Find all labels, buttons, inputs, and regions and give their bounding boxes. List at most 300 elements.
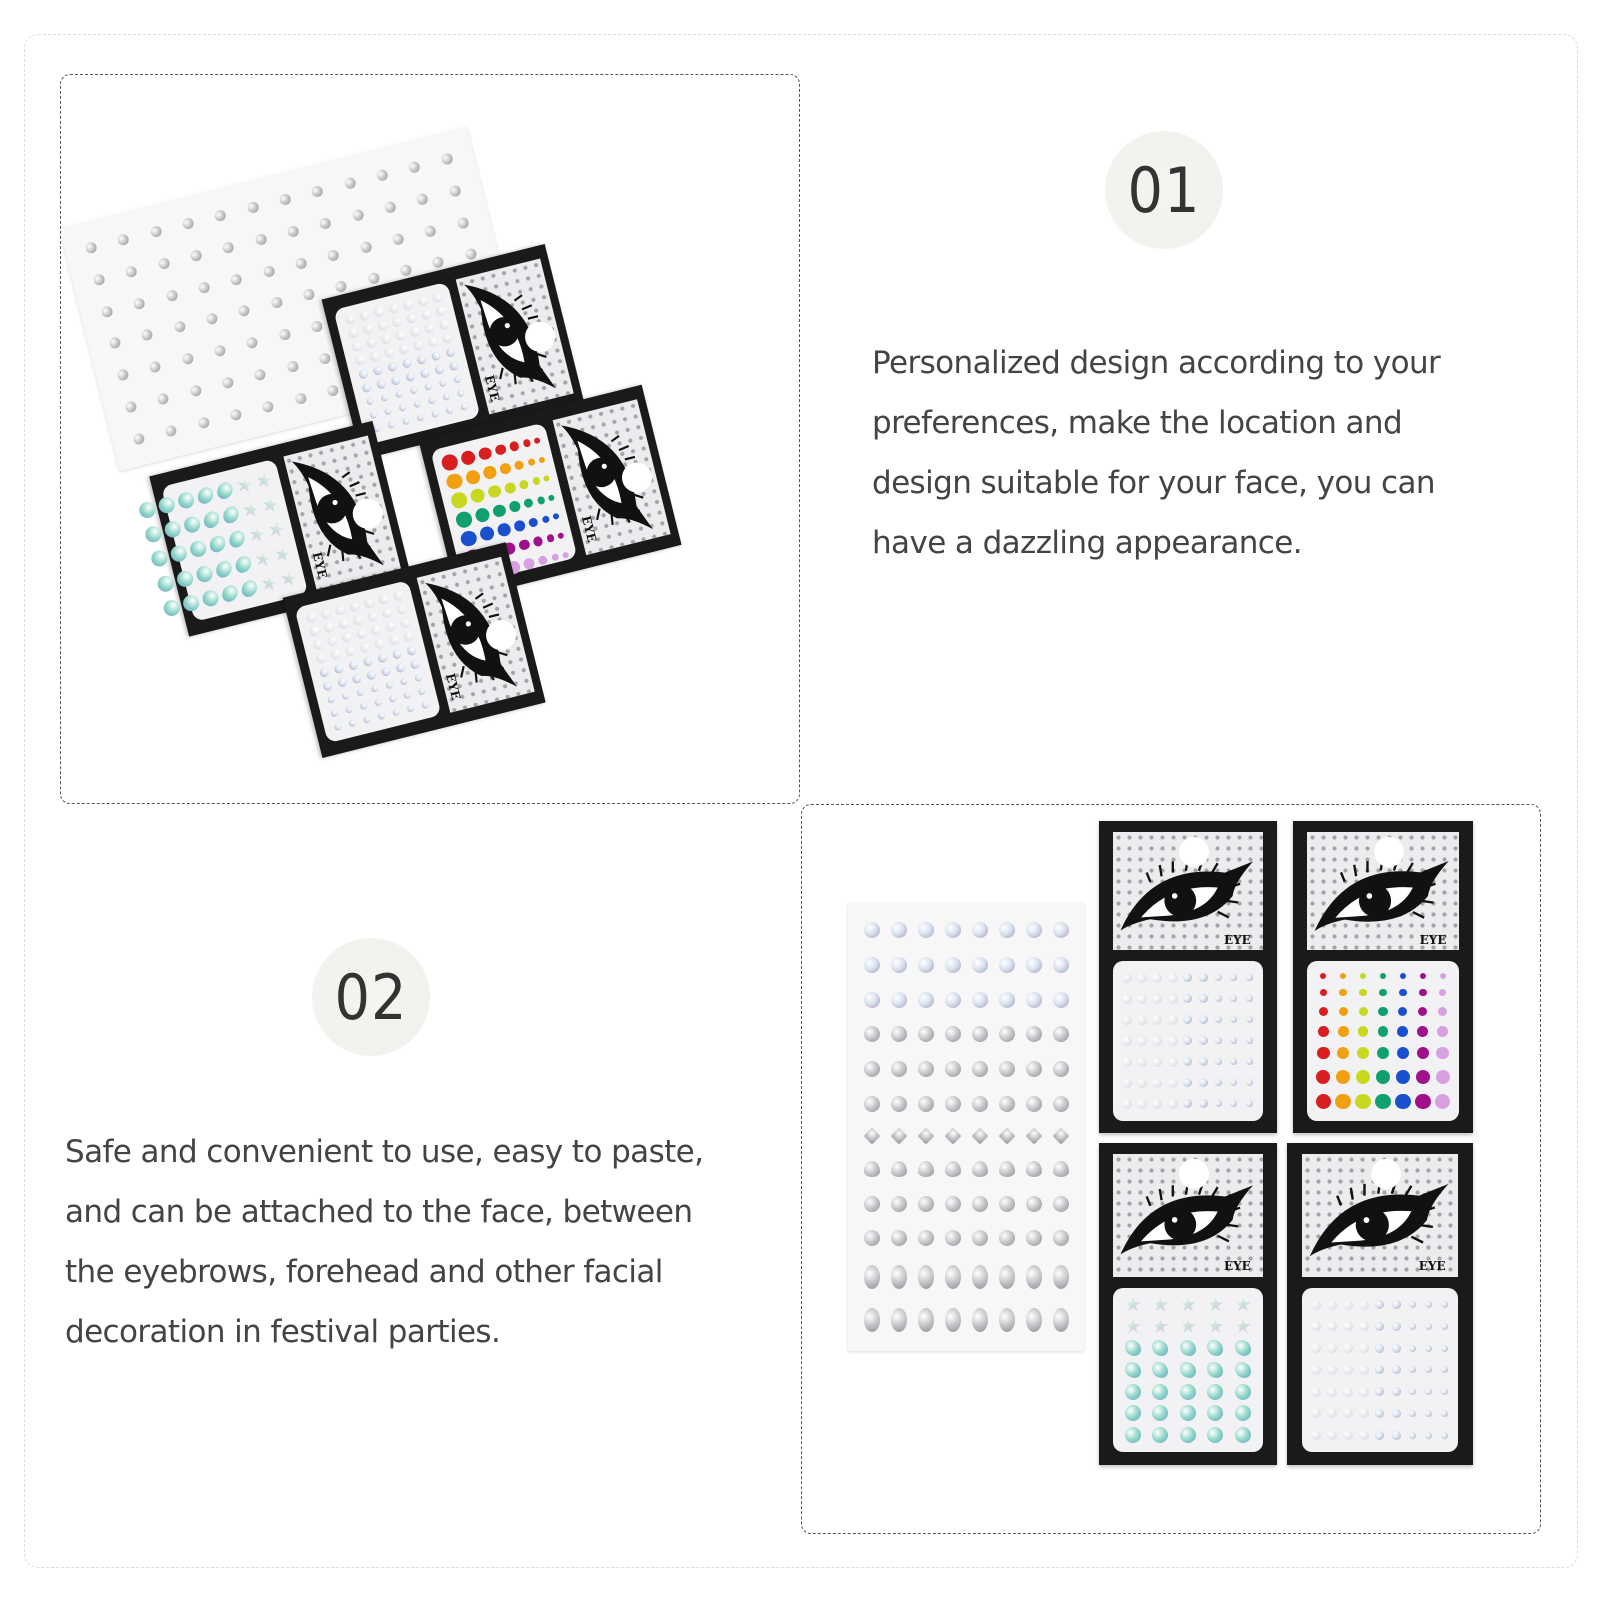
rhinestone-gem — [1343, 1408, 1353, 1418]
rhinestone-gem — [406, 313, 418, 325]
rhinestone-gem — [1441, 1432, 1448, 1439]
rhinestone-gem — [331, 709, 339, 717]
rhinestone-gem — [1356, 1070, 1370, 1084]
rhinestone-gem — [864, 1265, 880, 1289]
rhinestone-gem — [1409, 1301, 1416, 1308]
rhinestone-gem — [1316, 1094, 1332, 1110]
rhinestone-gem — [440, 152, 453, 165]
rhinestone-gem — [1343, 1365, 1353, 1375]
rhinestone-gem — [492, 503, 507, 518]
description-line: have a dazzling appearance. — [872, 525, 1302, 561]
rhinestone-gem — [1152, 1036, 1162, 1046]
rhinestone-gem — [1026, 1308, 1042, 1332]
rhinestone-gem — [278, 328, 291, 341]
rhinestone-gem — [1235, 1318, 1251, 1334]
rhinestone-gem — [543, 475, 550, 482]
rhinestone-gem — [1122, 1036, 1132, 1046]
rhinestone-gem — [402, 299, 414, 311]
rhinestone-gem — [891, 1096, 907, 1112]
rhinestone-gem — [1125, 1405, 1141, 1421]
rhinestone-gem — [229, 408, 242, 421]
rhinestone-gem — [352, 614, 364, 626]
rhinestone-gem — [1026, 1161, 1042, 1177]
rhinestone-gem — [864, 992, 880, 1008]
rhinestone-gem — [338, 618, 350, 630]
rhinestone-gem — [359, 240, 372, 253]
rhinestone-gem — [391, 375, 402, 386]
rhinestone-gem — [1375, 1431, 1384, 1440]
rhinestone-gem — [431, 350, 442, 361]
rhinestone-gem — [1230, 1100, 1237, 1107]
rhinestone-gem — [1235, 1297, 1251, 1313]
rhinestone-gem — [176, 569, 195, 588]
rhinestone-gem — [392, 649, 403, 660]
rhinestone-gem — [891, 922, 907, 938]
rhinestone-gem — [295, 256, 308, 269]
rhinestone-gem — [1053, 1061, 1069, 1077]
rhinestone-gem — [386, 681, 394, 689]
rhinestone-gem — [1359, 1343, 1369, 1353]
rhinestone-gem — [1375, 1344, 1384, 1353]
rhinestone-gem — [1337, 1047, 1349, 1059]
rhinestone-gem — [383, 347, 395, 359]
rhinestone-gem — [373, 306, 385, 318]
rhinestone-gem — [392, 590, 404, 602]
rhinestone-gem — [348, 660, 359, 671]
rhinestone-gem — [1318, 1026, 1329, 1037]
rhinestone-gem — [149, 360, 162, 373]
rhinestone-gem — [308, 625, 320, 637]
rhinestone-gem — [1168, 994, 1178, 1004]
rhinestone-gem — [1137, 1078, 1147, 1088]
rhinestone-gem — [221, 376, 234, 389]
rhinestone-gem — [1246, 995, 1253, 1002]
rhinestone-gem — [349, 601, 361, 613]
rhinestone-gem — [1392, 1322, 1401, 1331]
rhinestone-gem — [1183, 1057, 1192, 1066]
rhinestone-gem — [279, 569, 298, 588]
rhinestone-gem — [1235, 1427, 1251, 1443]
rhinestone-gem — [1311, 1300, 1321, 1310]
rhinestone-gem — [177, 490, 196, 509]
rhinestone-gem — [388, 421, 396, 429]
rhinestone-gem — [323, 622, 335, 634]
rhinestone-gem — [999, 957, 1015, 973]
rhinestone-gem — [518, 479, 529, 490]
rhinestone-gem — [972, 992, 988, 1008]
rhinestone-gem — [323, 681, 334, 692]
sticker-card-rainbow — [1293, 821, 1473, 1133]
rhinestone-gem — [1168, 973, 1178, 983]
rhinestone-gem — [356, 688, 364, 696]
rhinestone-gem — [972, 1061, 988, 1077]
rhinestone-gem — [190, 249, 203, 262]
rhinestone-gem — [891, 1161, 907, 1177]
rhinestone-gem — [1207, 1362, 1223, 1378]
rhinestone-gem — [1438, 1007, 1447, 1016]
rhinestone-gem — [395, 330, 407, 342]
rhinestone-gem — [1377, 1047, 1389, 1059]
rhinestone-gem — [1122, 1015, 1132, 1025]
rhinestone-gem — [354, 354, 366, 366]
rhinestone-gem — [1359, 1365, 1369, 1375]
hang-hole — [1371, 1159, 1401, 1189]
rhinestone-gem — [1336, 1070, 1350, 1084]
rhinestone-gem — [351, 208, 364, 221]
rhinestone-gem — [1425, 1432, 1432, 1439]
rhinestone-gem — [183, 515, 202, 534]
rhinestone-gem — [1125, 1362, 1141, 1378]
rhinestone-gem — [1392, 1365, 1401, 1374]
rhinestone-gem — [427, 336, 439, 348]
rhinestone-gem — [400, 677, 408, 685]
rhinestone-gem — [420, 368, 431, 379]
rhinestone-gem — [326, 384, 339, 397]
rhinestone-gem — [1230, 1016, 1237, 1023]
rhinestone-gem — [945, 1061, 961, 1077]
rhinestone-gem — [1379, 989, 1387, 997]
rhinestone-gem — [1375, 1409, 1384, 1418]
rhinestone-gem — [389, 695, 397, 703]
rhinestone-gem — [356, 628, 368, 640]
rhinestone-gem — [1199, 1078, 1208, 1087]
rhinestone-gem — [944, 1128, 961, 1145]
rhinestone-gem — [945, 992, 961, 1008]
rhinestone-gem — [442, 333, 454, 345]
rhinestone-gem — [409, 326, 421, 338]
rhinestone-gem — [337, 677, 348, 688]
rhinestone-gem — [1355, 1094, 1371, 1110]
rhinestone-gem — [508, 500, 521, 513]
rhinestone-gem — [891, 1061, 907, 1077]
rhinestone-gem — [999, 992, 1015, 1008]
rhinestone-gem — [1053, 1161, 1069, 1177]
rhinestone-gem — [1215, 1037, 1222, 1044]
eye-brand-label: EYE — [1223, 932, 1251, 947]
rhinestone-gem — [918, 1265, 934, 1289]
rhinestone-gem — [864, 922, 880, 938]
rhinestone-gem — [541, 515, 550, 524]
rhinestone-gem — [1235, 1405, 1251, 1421]
rhinestone-gem — [1199, 1099, 1208, 1108]
rhinestone-gem — [173, 320, 186, 333]
description-line: Safe and convenient to use, easy to paste, — [65, 1134, 704, 1170]
rhinestone-gem — [376, 168, 389, 181]
rhinestone-gem — [363, 597, 375, 609]
rhinestone-gem — [1207, 1318, 1223, 1334]
gem-panel — [334, 282, 481, 445]
rhinestone-gem — [374, 698, 382, 706]
rhinestone-gem — [434, 364, 445, 375]
rhinestone-gem — [518, 538, 531, 551]
rhinestone-gem — [1026, 1230, 1042, 1246]
rhinestone-gem — [1437, 1026, 1448, 1037]
rhinestone-gem — [197, 416, 210, 429]
rhinestone-gem — [891, 1026, 907, 1042]
rhinestone-gem — [388, 303, 400, 315]
rhinestone-gem — [1395, 1094, 1411, 1110]
rhinestone-gem — [1246, 1100, 1253, 1107]
rhinestone-gem — [1397, 1047, 1409, 1059]
description-line: and can be attached to the face, between — [65, 1194, 693, 1230]
rhinestone-gem — [398, 343, 410, 355]
rhinestone-gem — [360, 702, 368, 710]
rhinestone-gem — [537, 555, 548, 566]
rhinestone-gem — [536, 496, 545, 505]
rhinestone-gem — [1246, 1016, 1253, 1023]
rhinestone-gem — [918, 957, 934, 973]
rhinestone-gem — [424, 224, 437, 237]
rhinestone-gem — [455, 510, 474, 529]
rhinestone-gem — [1317, 1047, 1329, 1059]
rhinestone-gem — [972, 1265, 988, 1289]
rhinestone-gem — [424, 323, 436, 335]
rhinestone-gem — [347, 327, 359, 339]
rhinestone-gem — [377, 320, 389, 332]
rhinestone-gem — [1357, 1047, 1369, 1059]
rhinestone-gem — [1207, 1340, 1223, 1356]
rhinestone-gem — [971, 1128, 988, 1145]
rhinestone-gem — [165, 424, 178, 437]
rhinestone-gem — [1246, 1058, 1253, 1065]
rhinestone-gem — [253, 550, 272, 569]
rhinestone-gem — [1137, 1057, 1147, 1067]
rhinestone-gem — [318, 352, 331, 365]
rhinestone-gem — [371, 685, 379, 693]
rhinestone-gem — [891, 1230, 907, 1246]
rhinestone-gem — [1311, 1430, 1321, 1440]
rhinestone-gem — [1311, 1365, 1321, 1375]
rhinestone-gem — [972, 1161, 988, 1177]
rhinestone-gem — [125, 265, 138, 278]
rhinestone-gem — [93, 273, 106, 286]
rhinestone-gem — [1053, 922, 1069, 938]
rhinestone-gem — [246, 201, 259, 214]
rhinestone-gem — [1152, 994, 1162, 1004]
rhinestone-gem — [483, 465, 498, 480]
rhinestone-gem — [189, 384, 202, 397]
rhinestone-gem — [413, 340, 425, 352]
eye-brand-label: EYE — [1223, 1258, 1251, 1273]
rhinestone-gem — [144, 525, 163, 544]
rhinestone-gem — [999, 922, 1015, 938]
rhinestone-gem — [117, 233, 130, 246]
rhinestone-gem — [410, 659, 421, 670]
rhinestone-gem — [343, 176, 356, 189]
rhinestone-gem — [1380, 973, 1386, 979]
rhinestone-gem — [460, 449, 477, 466]
rhinestone-gem — [1343, 1300, 1353, 1310]
rhinestone-gem — [1441, 1366, 1448, 1373]
rhinestone-gem — [1441, 1301, 1448, 1308]
rhinestone-gem — [387, 361, 398, 372]
rhinestone-gem — [380, 333, 392, 345]
rhinestone-gem — [327, 695, 335, 703]
eye-brand-label: EYE — [1419, 932, 1447, 947]
rhinestone-gem — [320, 608, 332, 620]
rhinestone-gem — [945, 957, 961, 973]
rhinestone-gem — [1168, 1057, 1178, 1067]
rhinestone-gem — [1026, 922, 1042, 938]
rhinestone-gem — [533, 536, 544, 547]
rhinestone-gem — [1122, 1057, 1132, 1067]
rhinestone-gem — [391, 316, 403, 328]
rhinestone-gem — [999, 1096, 1015, 1112]
rhinestone-gem — [156, 574, 175, 593]
rhinestone-gem — [362, 382, 373, 393]
rhinestone-gem — [1409, 1410, 1416, 1417]
rhinestone-gem — [157, 392, 170, 405]
rhinestone-gem — [262, 264, 275, 277]
rhinestone-gem — [359, 310, 371, 322]
rhinestone-gem — [523, 557, 536, 570]
rhinestone-gem — [234, 554, 253, 573]
rhinestone-gem — [388, 635, 400, 647]
rhinestone-gem — [1183, 1015, 1192, 1024]
rhinestone-gem — [1335, 1094, 1351, 1110]
rhinestone-gem — [206, 312, 219, 325]
rhinestone-gem — [365, 337, 377, 349]
rhinestone-gem — [1340, 973, 1346, 979]
rhinestone-gem — [1376, 1070, 1390, 1084]
rhinestone-gem — [459, 529, 478, 548]
rhinestone-gem — [407, 705, 415, 713]
rhinestone-gem — [864, 1061, 880, 1077]
rhinestone-gem — [532, 477, 541, 486]
rhinestone-gem — [1425, 1301, 1432, 1308]
rhinestone-gem — [1152, 1384, 1168, 1400]
rhinestone-gem — [972, 1196, 988, 1212]
rhinestone-gem — [378, 652, 389, 663]
feature-description — [872, 333, 1512, 573]
rhinestone-gem — [1311, 1408, 1321, 1418]
eye-brand-label: EYE — [443, 671, 464, 702]
rhinestone-gem — [310, 320, 323, 333]
rhinestone-gem — [1327, 1430, 1337, 1440]
rhinestone-gem — [334, 723, 342, 731]
rhinestone-gem — [864, 1308, 880, 1332]
rhinestone-gem — [1122, 1099, 1132, 1109]
rhinestone-gem — [864, 957, 880, 973]
rhinestone-gem — [101, 305, 114, 318]
rhinestone-gem — [1339, 1007, 1348, 1016]
rhinestone-gem — [262, 400, 275, 413]
rhinestone-gem — [918, 1061, 934, 1077]
rhinestone-gem — [222, 241, 235, 254]
rhinestone-gem — [367, 611, 379, 623]
rhinestone-gem — [417, 414, 425, 422]
rhinestone-gem — [334, 663, 345, 674]
rhinestone-gem — [1230, 974, 1237, 981]
rhinestone-gem — [478, 446, 493, 461]
rhinestone-gem — [514, 460, 525, 471]
rhinestone-gem — [1359, 1387, 1369, 1397]
rhinestone-gem — [359, 642, 371, 654]
rhinestone-gem — [438, 319, 450, 331]
rhinestone-gem — [1319, 1007, 1328, 1016]
rhinestone-gem — [1152, 1340, 1168, 1356]
description-line: Personalized design according to your — [872, 345, 1441, 381]
rhinestone-gem — [1409, 1388, 1416, 1395]
rhinestone-gem — [149, 225, 162, 238]
rhinestone-gem — [551, 553, 560, 562]
rhinestone-gem — [446, 347, 457, 358]
description-line: design suitable for your face, you can — [872, 465, 1435, 501]
rhinestone-gem — [228, 530, 247, 549]
rhinestone-gem — [378, 712, 386, 720]
rhinestone-gem — [201, 589, 220, 608]
rhinestone-gem — [381, 607, 393, 619]
rhinestone-gem — [402, 358, 413, 369]
rhinestone-gem — [891, 1196, 907, 1212]
rhinestone-gem — [1327, 1365, 1337, 1375]
rhinestone-gem — [182, 217, 195, 230]
rhinestone-gem — [1122, 1078, 1132, 1088]
rhinestone-gem — [1122, 973, 1132, 983]
rhinestone-gem — [522, 439, 531, 448]
rhinestone-gem — [864, 1096, 880, 1112]
rhinestone-gem — [366, 397, 374, 405]
rhinestone-gem — [513, 519, 526, 532]
rhinestone-gem — [1215, 974, 1222, 981]
rhinestone-gem — [1137, 994, 1147, 1004]
rhinestone-gem — [422, 701, 430, 709]
rhinestone-gem — [917, 1128, 934, 1145]
feature-number-badge: 02 — [312, 938, 430, 1056]
rhinestone-gem — [312, 639, 324, 651]
rhinestone-gem — [385, 621, 397, 633]
rhinestone-gem — [972, 957, 988, 973]
rhinestone-gem — [454, 375, 462, 383]
rhinestone-gem — [1207, 1405, 1223, 1421]
rhinestone-gem — [999, 1026, 1015, 1042]
rhinestone-gem — [1199, 1015, 1208, 1024]
rhinestone-gem — [528, 517, 539, 528]
rhinestone-gem — [373, 365, 384, 376]
rhinestone-gem — [124, 400, 137, 413]
rhinestone-gem — [918, 1096, 934, 1112]
rhinestone-gem — [891, 1308, 907, 1332]
rhinestone-gem — [351, 341, 363, 353]
rhinestone-gem — [1053, 1096, 1069, 1112]
rhinestone-gem — [918, 1026, 934, 1042]
rhinestone-gem — [222, 505, 241, 524]
feature-description — [65, 1122, 765, 1362]
rhinestone-gem — [1125, 1427, 1141, 1443]
rhinestone-gem — [1441, 1345, 1448, 1352]
gem-panel — [295, 580, 442, 743]
rhinestone-gem — [441, 453, 460, 472]
rhinestone-gem — [344, 313, 356, 325]
rhinestone-gem — [1168, 1015, 1178, 1025]
rhinestone-gem — [1215, 1058, 1222, 1065]
rhinestone-gem — [1418, 1007, 1427, 1016]
rhinestone-gem — [1378, 1007, 1387, 1016]
rhinestone-gem — [918, 1161, 934, 1177]
rhinestone-gem — [1398, 1007, 1407, 1016]
rhinestone-gem — [465, 468, 482, 485]
rhinestone-gem — [1230, 1058, 1237, 1065]
hang-hole — [1374, 837, 1404, 867]
rhinestone-gem — [1230, 1037, 1237, 1044]
rhinestone-gem — [1392, 1409, 1401, 1418]
rhinestone-gem — [1311, 1321, 1321, 1331]
rhinestone-gem — [1207, 1427, 1223, 1443]
rhinestone-gem — [213, 344, 226, 357]
gem-panel — [1113, 961, 1263, 1120]
rhinestone-gem — [326, 635, 338, 647]
rhinestone-gem — [487, 484, 502, 499]
